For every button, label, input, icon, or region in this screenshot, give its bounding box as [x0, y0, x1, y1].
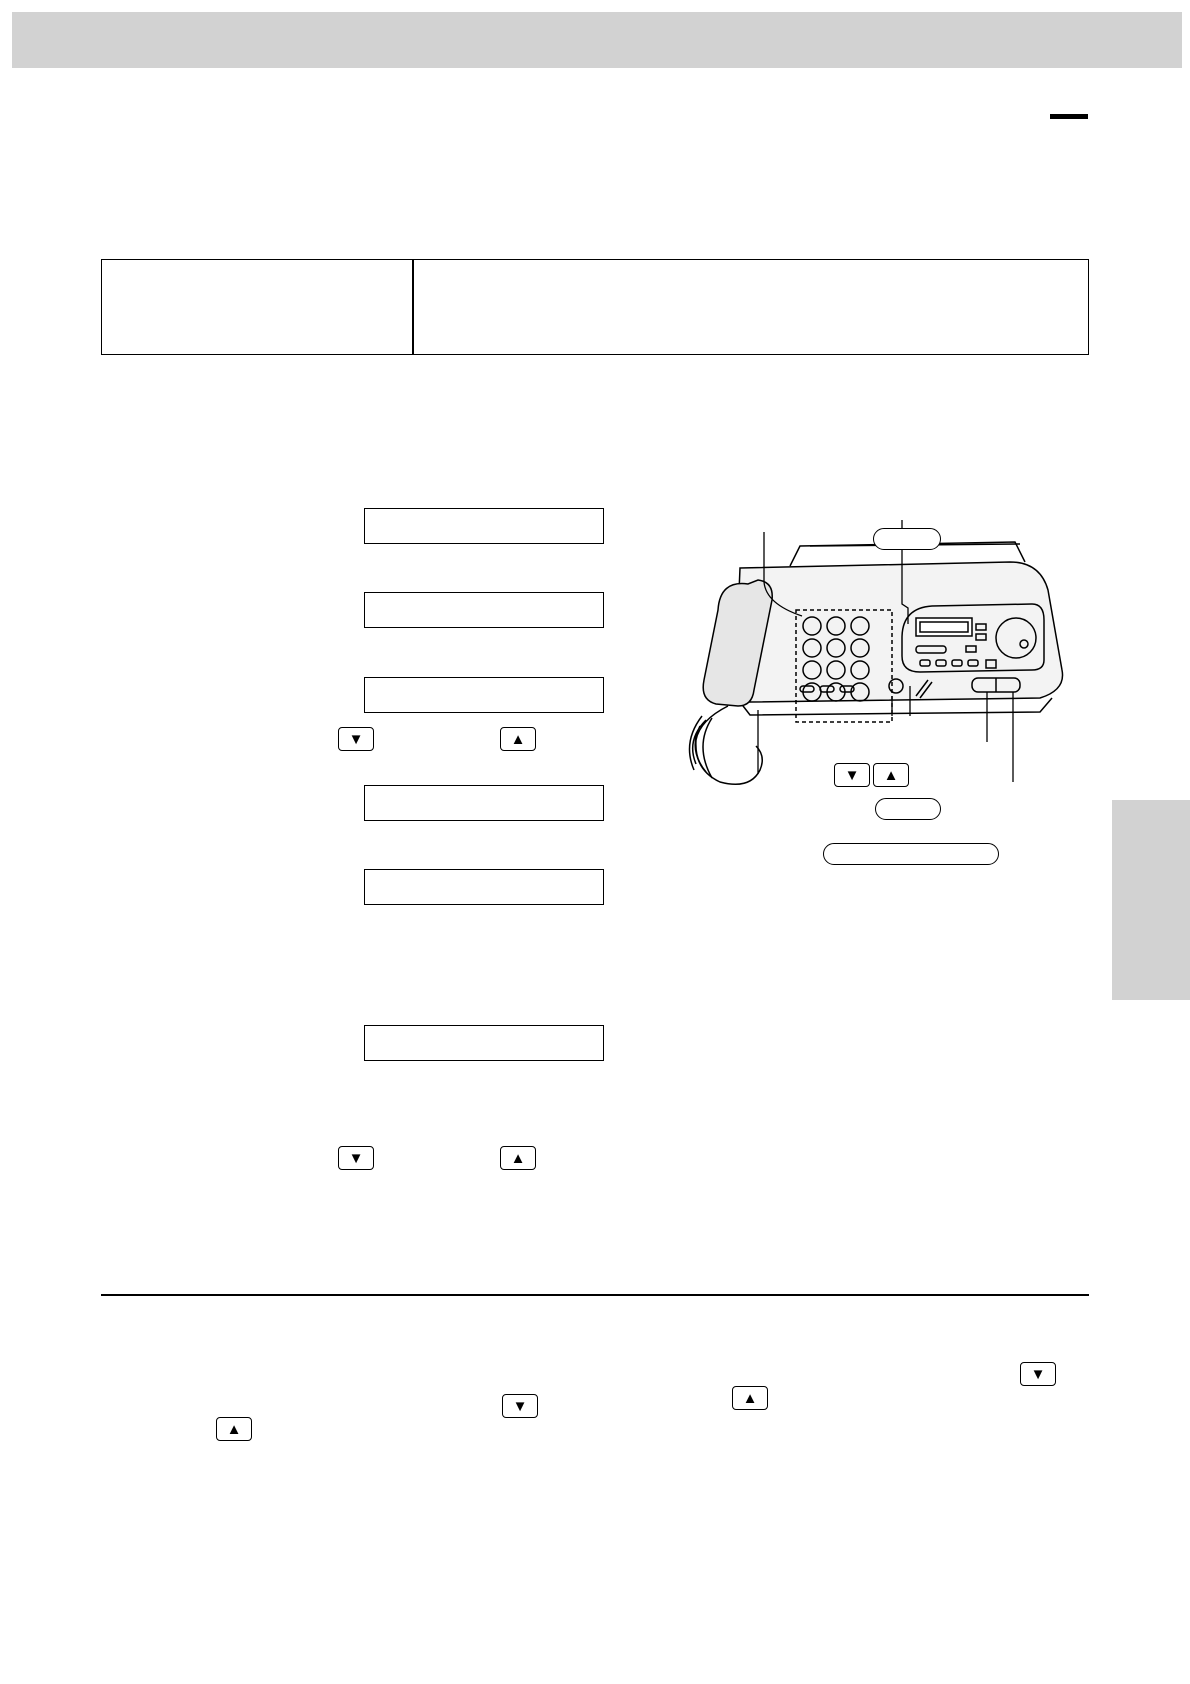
lcd-display-4: [364, 785, 604, 821]
down-arrow-key-icon: ▼: [502, 1394, 538, 1418]
info-table: [101, 259, 1089, 355]
lcd-display-6: [364, 1025, 604, 1061]
info-table-divider: [412, 259, 414, 355]
up-arrow-key-icon: ▲: [500, 1146, 536, 1170]
down-arrow-key-icon: ▼: [1020, 1362, 1056, 1386]
up-arrow-key-icon: ▲: [873, 763, 909, 787]
up-arrow-key-icon: ▲: [216, 1417, 252, 1441]
up-arrow-key-icon: ▲: [732, 1386, 768, 1410]
section-divider: [101, 1294, 1089, 1296]
header-bar: [12, 12, 1182, 68]
header-dash: [1050, 114, 1088, 119]
down-arrow-key-icon: ▼: [834, 763, 870, 787]
down-arrow-key-icon: ▼: [338, 727, 374, 751]
lcd-display-2: [364, 592, 604, 628]
lcd-display-1: [364, 508, 604, 544]
callout-label-top: [873, 528, 941, 550]
down-arrow-key-icon: ▼: [338, 1146, 374, 1170]
lcd-display-3: [364, 677, 604, 713]
lcd-display-5: [364, 869, 604, 905]
up-arrow-key-icon: ▲: [500, 727, 536, 751]
callout-label-middle: [875, 798, 941, 820]
side-tab: [1112, 800, 1190, 1000]
callout-label-bottom: [823, 843, 999, 865]
